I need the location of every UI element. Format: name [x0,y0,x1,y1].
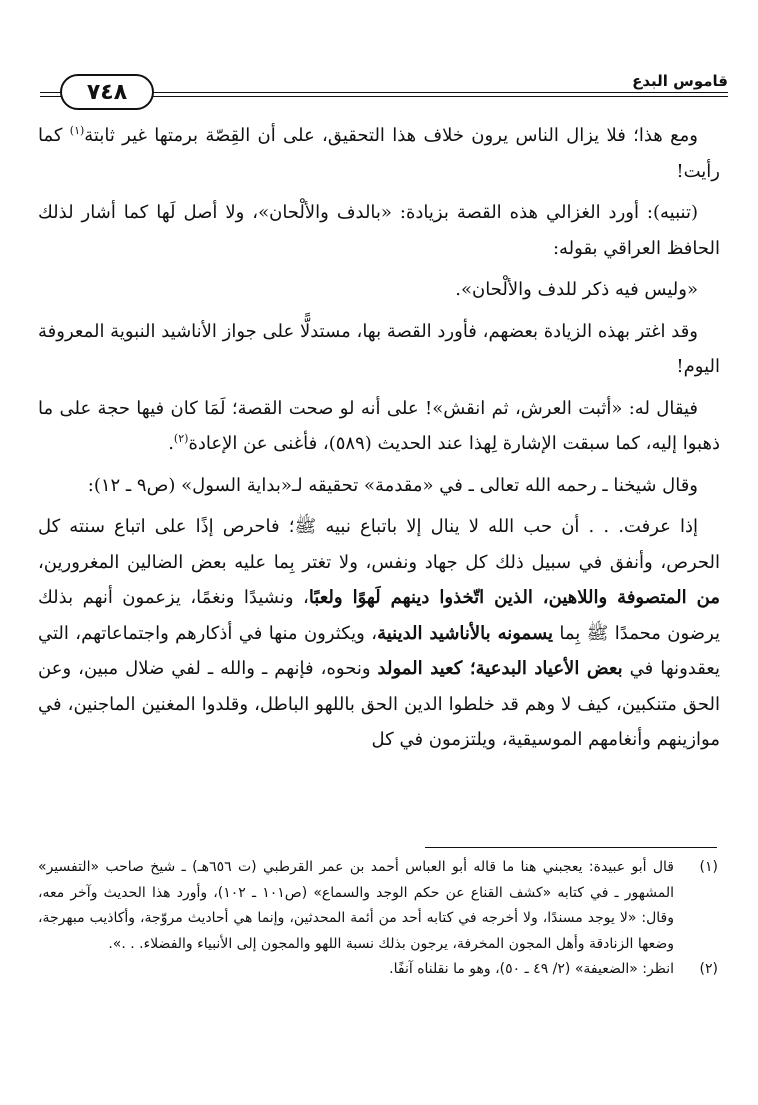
quote-bold-text: بعض الأعياد البدعية؛ كعيد المولد [377,658,623,679]
paragraph-text: «وليس فيه ذكر للدف والألْحان». [455,279,698,300]
paragraph [38,272,720,308]
footnote-separator [425,847,717,848]
quote-bold-text: يسمونه بالأناشيد الدينية [377,622,554,644]
paragraph [38,118,720,189]
running-title: قاموس البدع [632,72,728,90]
paragraph [38,468,720,504]
footnote-ref: (١) [69,124,85,137]
footnote-2 [38,957,718,983]
page-number: ٧٤٨ [60,74,154,110]
paragraph-text: . [168,433,174,454]
paragraph [38,195,720,266]
paragraph-text: فيقال له: «أثبت العرش، ثم انقش»! على أنه لو صحت القصة؛ لَمَا كان فيها حجة على ما ذهبوا إليه، كما سبقت الإشارة لِهذا عند الحديث (٥٨٩)، فأغنى عن الإعادة [38,397,720,454]
quote-text: ، ونشيدًا ونغمًا، يزعمون أنهم بذلك يرضون محمدًا ﷺ بِما [38,587,721,644]
paragraph-text: وقال شيخنا ـ رحمه الله تعالى ـ في «مقدمة» تحقيقه لـ«بداية السول» (ص٩ ـ ١٢): [87,474,698,496]
paragraph [38,391,720,462]
quote-text: ونحوه، فإنهم ـ والله ـ لفي ضلال مبين، وعن الحق متنكبين، كيف لا وهم قد خلطوا الدين الحق باللهو الباطل، وقلدوا المغنين الماجنين، في موازينهم وأنغامهم الموسيقية، ويلتزمون في كل [38,658,720,750]
footnote-number: (١) [699,859,718,875]
paragraph-text: ومع هذا؛ فلا يزال الناس يرون خلاف هذا التحقيق، على أن القِصّة برمتها غير ثابتة [84,125,698,146]
quote-bold-text: من المتصوفة واللاهين، الذين اتّخذوا دينهم لَهوًا ولعبًا [308,587,720,608]
footnote-text: قال أبو عبيدة: يعجبني هنا ما قاله أبو العباس أحمد بن عمر القرطبي (ت ٦٥٦هـ) ـ شيخ صاحب «التفسير» المشهور ـ في كتابه «كشف القناع عن حكم الوجد والسماع» (ص١٠١ ـ ١٠٢)، وأورد هذا الحديث وآخر معه، وقال: «لا يوجد مسندًا، ولا أخرجه في كتابه أحد من أئمة المحدثين، وإنما هي أحاديث مروّجة، وأكاذيب مبهرجة، وضعها الزنادقة وأهل المجون المخرفة، يرجون بذلك نسبة اللهو والمجون إلى الأنبياء والفضلاء. . .». [38,859,674,952]
quote-text: إذا عرفت. . . أن حب الله لا ينال إلا باتباع نبيه ﷺ؛ فاحرص إذًا على اتباع سنته كل الحرص، وأنفق في سبيل ذلك كل جهاد ونفس، ولا تغتر بِما عليه بعض الضالين المغرورين، [38,516,720,573]
footnote-number: (٢) [699,961,718,977]
paragraph-text: وقد اغتر بهذه الزيادة بعضهم، فأورد القصة بها، مستدلًّا على جواز الأناشيد النبوية المعروفة اليوم! [38,320,720,377]
paragraph-text: كما رأيت! [38,125,720,182]
footnotes [38,855,718,983]
footnote-text: انظر: «الضعيفة» (٢/ ٤٩ ـ ٥٠)، وهو ما نقلناه آنفًا. [389,961,674,977]
footnote-1 [38,855,718,957]
main-text [38,118,720,758]
quote-text: ، ويكثرون منها في أذكارهم واجتماعاتهم، التي يعقدونها في [38,622,721,679]
footnote-ref: (٢) [173,432,189,445]
quoted-paragraph [38,509,720,758]
page-header [40,64,728,104]
paragraph [38,314,720,385]
paragraph-text: (تنبيه): أورد الغزالي هذه القصة بزيادة: «بالدف والألْحان»، ولا أصل لَها كما أشار لذلك الحافظ العراقي بقوله: [38,202,720,259]
